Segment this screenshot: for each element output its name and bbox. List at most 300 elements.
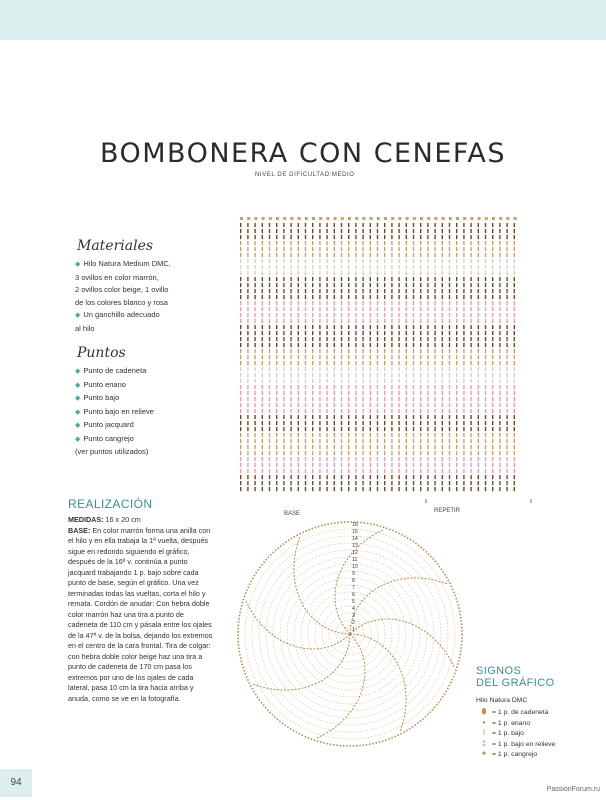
chart-spiral [350,619,455,668]
chart-stitch [478,343,479,347]
chart-stitch [247,349,248,353]
chart-stitch [485,385,486,389]
chart-stitch [276,439,277,443]
chart-stitch [442,247,443,251]
chart-stitch [463,331,464,335]
chart-stitch [492,301,493,305]
chart-stitch [334,463,335,467]
chart-stitch [391,277,392,281]
chart-stitch [276,229,277,233]
chart-stitch [283,271,284,275]
chart-stitch [420,415,421,419]
chart-stitch [254,301,255,305]
chart-stitch [406,361,407,365]
chart-stitch [485,397,486,401]
chart-stitch [334,373,335,377]
chart-stitch [384,415,385,419]
chart-stitch [456,217,459,220]
chart-stitch [427,301,428,305]
chart-stitch [384,469,385,473]
chart-stitch [362,385,363,389]
chart-stitch [240,277,241,281]
chart-stitch [247,271,248,275]
chart-stitch [384,379,385,383]
chart-stitch [478,487,479,491]
chart-stitch [254,439,255,443]
chart-stitch [290,355,291,359]
chart-stitch [420,391,421,395]
chart-stitch [326,295,327,299]
chart-stitch [391,373,392,377]
chart-stitch [506,325,507,329]
chart-stitch [492,265,493,269]
chart-stitch [276,313,277,317]
chart-stitch [449,253,450,257]
chart-stitch [463,469,464,473]
chart-stitch [384,259,385,263]
chart-stitch [298,403,299,407]
chart-stitch [269,343,270,347]
chart-stitch [290,475,291,479]
chart-stitch [276,451,277,455]
chart-stitch [348,481,349,485]
stitches-text: Punto jacquard [83,420,134,429]
chart-stitch [420,379,421,383]
chart-stitch [298,481,299,485]
chart-stitch [492,373,493,377]
chart-stitch [269,337,270,341]
chart-stitch [348,367,349,371]
chart-stitch [413,463,414,467]
chart-stitch [420,481,421,485]
round-number: 4 [352,606,355,612]
chart-stitch [384,223,385,227]
chart-stitch [290,409,291,413]
chart-stitch [240,295,241,299]
difficulty-label: NIVEL DE DIFICULTAD:MEDIO [255,172,355,178]
chart-stitch [377,223,378,227]
chart-stitch [506,397,507,401]
chart-stitch [492,289,493,293]
chart-stitch [442,439,443,443]
chart-stitch [514,337,515,341]
chart-stitch [470,397,471,401]
chart-stitch [434,343,435,347]
chart-stitch [406,319,407,323]
chart-stitch [514,427,515,431]
chart-stitch [384,301,385,305]
chart-stitch [355,229,356,233]
chart-stitch [413,283,414,287]
chart-stitch [341,445,342,449]
chart-stitch [398,457,399,461]
chart-stitch [348,259,349,263]
chart-stitch [240,217,243,220]
chart-stitch [485,355,486,359]
chart-stitch [247,283,248,287]
chart-stitch [348,307,349,311]
chart-stitch [413,265,414,269]
chart-stitch [506,451,507,455]
chart-stitch [427,331,428,335]
chart-stitch [262,301,263,305]
chart-stitch [463,343,464,347]
chart-stitch [262,223,263,227]
chart-stitch [362,325,363,329]
chart-stitch [492,367,493,371]
chart-stitch [377,355,378,359]
chart-stitch [341,361,342,365]
chart-stitch [290,283,291,287]
chart-stitch [442,403,443,407]
chart-stitch [298,265,299,269]
chart-stitch [355,421,356,425]
chart-stitch [240,451,241,455]
chart-stitch [370,457,371,461]
chart-stitch [434,253,435,257]
chart-stitch [326,367,327,371]
chart-stitch [427,469,428,473]
chart-stitch [348,319,349,323]
materials-text: de los colores blanco y rosa [75,297,168,307]
diamond-bullet-icon: ◆ [75,395,81,402]
chart-stitch [413,259,414,263]
chart-stitch [463,271,464,275]
chart-stitch [334,319,335,323]
chart-stitch [341,439,342,443]
chart-stitch [427,283,428,287]
chart-stitch [506,361,507,365]
chart-stitch [276,289,277,293]
chart-stitch [370,421,371,425]
chart-stitch [377,379,378,383]
chart-stitch [463,481,464,485]
chart-stitch [514,391,515,395]
chart-stitch [326,235,327,239]
legend-text: = 1 p. bajo [492,730,524,737]
chart-stitch [449,463,450,467]
chart-stitch [434,469,435,473]
chart-stitch [384,427,385,431]
chart-stitch [499,385,500,389]
chart-stitch [348,343,349,347]
chart-stitch [326,265,327,269]
chart-stitch [283,439,284,443]
chart-stitch [427,433,428,437]
chart-stitch [247,229,248,233]
chart-stitch [384,457,385,461]
chart-stitch [391,379,392,383]
chart-stitch [334,457,335,461]
chart-stitch [370,337,371,341]
chart-stitch [312,313,313,317]
chart-stitch [254,319,255,323]
chart-stitch [276,481,277,485]
chart-stitch [485,337,486,341]
chart-stitch [492,457,493,461]
chart-stitch [485,313,486,317]
chart-stitch [355,403,356,407]
chart-stitch [319,319,320,323]
chart-stitch [506,265,507,269]
chart-stitch [334,487,335,491]
chart-stitch [506,283,507,287]
chart-stitch [370,325,371,329]
page-title: BOMBONERA CON CENEFAS [99,138,507,169]
chart-stitch [247,241,248,245]
chart-stitch [334,421,335,425]
chart-stitch [485,325,486,329]
round-number: 5 [352,599,355,605]
chart-stitch [341,367,342,371]
chart-stitch [305,343,306,347]
chart-stitch [370,247,371,251]
chart-stitch [283,217,286,220]
chart-stitch [362,403,363,407]
chart-stitch [362,391,363,395]
chart-stitch [456,409,457,413]
chart-stitch [449,385,450,389]
chart-stitch [434,277,435,281]
chart-stitch [283,481,284,485]
chart-stitch [420,253,421,257]
chart-stitch [262,433,263,437]
chart-stitch [355,373,356,377]
chart-stitch [355,217,358,220]
chart-stitch [413,385,414,389]
chart-stitch [319,343,320,347]
chart-stitch [334,271,335,275]
chart-stitch [514,421,515,425]
chart-stitch [283,241,284,245]
diamond-bullet-icon: ◆ [75,368,81,375]
chart-stitch [470,331,471,335]
chart-stitch [305,277,306,281]
chart-stitch [413,313,414,317]
chart-stitch [463,349,464,353]
chart-stitch [305,331,306,335]
chart-stitch [269,391,270,395]
chart-stitch [398,415,399,419]
chart-stitch [514,409,515,413]
dotted-edge [68,218,74,480]
chart-stitch [492,313,493,317]
chart-stitch [420,343,421,347]
chart-stitch [355,289,356,293]
chart-stitch [283,463,284,467]
chart-stitch [391,391,392,395]
chart-stitch [377,217,380,220]
chart-stitch [319,223,320,227]
chart-stitch [420,235,421,239]
repeat-bracket [426,499,531,503]
chart-stitch [398,313,399,317]
chart-stitch [247,421,248,425]
chart-stitch [427,229,428,233]
chart-stitch [506,409,507,413]
chart-stitch [406,343,407,347]
chart-stitch [298,475,299,479]
chart-stitch [262,469,263,473]
chart-stitch [305,235,306,239]
chart-stitch [377,475,378,479]
chart-stitch [276,217,279,220]
chart-stitch [240,463,241,467]
chart-stitch [240,439,241,443]
chart-stitch [377,259,378,263]
chart-stitch [247,295,248,299]
stitches-text: Punto cangrejo [83,433,134,443]
chart-stitch [478,325,479,329]
chart-stitch [506,337,507,341]
chart-stitch [269,271,270,275]
chart-stitch [463,259,464,263]
chart-stitch [298,415,299,419]
chart-stitch [449,391,450,395]
chart-stitch [355,259,356,263]
chart-stitch [334,385,335,389]
chart-stitch [485,379,486,383]
chart-stitch [377,361,378,365]
chart-stitch [298,487,299,491]
chart-stitch [348,403,349,407]
chart-stitch [413,403,414,407]
chart-stitch [384,343,385,347]
chart-stitch [427,421,428,425]
chart-stitch [427,481,428,485]
chart-stitch [470,469,471,473]
chart-stitch [391,343,392,347]
chart-stitch [247,319,248,323]
chart-stitch [406,241,407,245]
chart-stitch [334,289,335,293]
chart-stitch [262,271,263,275]
chart-stitch [514,343,515,347]
chart-stitch [348,325,349,329]
chart-stitch [478,319,479,323]
chart-stitch [391,217,394,220]
chart-stitch [499,427,500,431]
chart-stitch [434,439,435,443]
chart-stitch [506,343,507,347]
chart-stitch [370,445,371,449]
chart-stitch [456,433,457,437]
chart-stitch [463,247,464,251]
chart-stitch [355,463,356,467]
chart-stitch [449,427,450,431]
chart-stitch [456,295,457,299]
chart-stitch [427,247,428,251]
chart-stitch [478,481,479,485]
chart-stitch [312,235,313,239]
chart-stitch [298,331,299,335]
diamond-bullet-icon: ◆ [75,408,81,416]
diamond-bullet-icon: ◆ [75,261,81,268]
chart-stitch [478,475,479,479]
chart-stitch [499,271,500,275]
chart-stitch [326,379,327,383]
chart-stitch [499,283,500,287]
chart-stitch [298,463,299,467]
chart-stitch [269,325,270,329]
chart-stitch [478,307,479,311]
chart-stitch [420,307,421,311]
chart-stitch [463,457,464,461]
chart-stitch [506,331,507,335]
chart-stitch [240,457,241,461]
chart-stitch [370,223,371,227]
chart-stitch [384,217,387,220]
chart-stitch [377,229,378,233]
chart-stitch [478,427,479,431]
chart-stitch [478,295,479,299]
stitches-text: Punto bajo en relieve [83,406,154,416]
chart-stitch [449,319,450,323]
chart-stitch [442,457,443,461]
chart-stitch [247,463,248,467]
chart-stitch [377,367,378,371]
chart-stitch [406,271,407,275]
stitches-list [75,365,210,459]
chart-stitch [434,295,435,299]
symbols-legend [476,697,555,760]
chart-stitch [485,307,486,311]
chart-stitch [514,283,515,287]
chart-stitch [398,427,399,431]
chart-stitch [370,253,371,257]
chart-stitch [254,397,255,401]
chart-stitch [319,367,320,371]
chart-stitch [283,325,284,329]
chart-stitch [319,271,320,275]
chart-stitch [298,289,299,293]
chart-stitch [305,415,306,419]
chart-stitch [348,271,349,275]
chart-stitch [362,373,363,377]
chart-stitch [326,313,327,317]
chart-stitch [305,379,306,383]
chart-stitch [514,433,515,437]
chart-stitch [312,469,313,473]
chart-stitch [290,319,291,323]
chart-stitch [449,337,450,341]
chart-stitch [470,217,473,220]
chart-stitch [398,481,399,485]
chart-stitch [499,337,500,341]
chart-stitch [398,355,399,359]
chart-stitch [283,421,284,425]
chart-stitch [391,415,392,419]
chart-stitch [442,253,443,257]
chart-stitch [326,475,327,479]
chart-stitch [463,439,464,443]
chart-stitch [341,289,342,293]
chart-stitch [269,361,270,365]
chart-stitch [326,481,327,485]
chart-stitch [319,247,320,251]
chart-stitch [506,475,507,479]
chart-stitch [442,235,443,239]
chart-stitch [247,469,248,473]
chart-stitch [398,445,399,449]
chart-stitch [413,415,414,419]
chart-stitch [391,349,392,353]
chart-stitch [485,271,486,275]
chart-stitch [413,277,414,281]
chart-stitch [514,373,515,377]
chart-stitch [334,409,335,413]
chart-stitch [377,307,378,311]
